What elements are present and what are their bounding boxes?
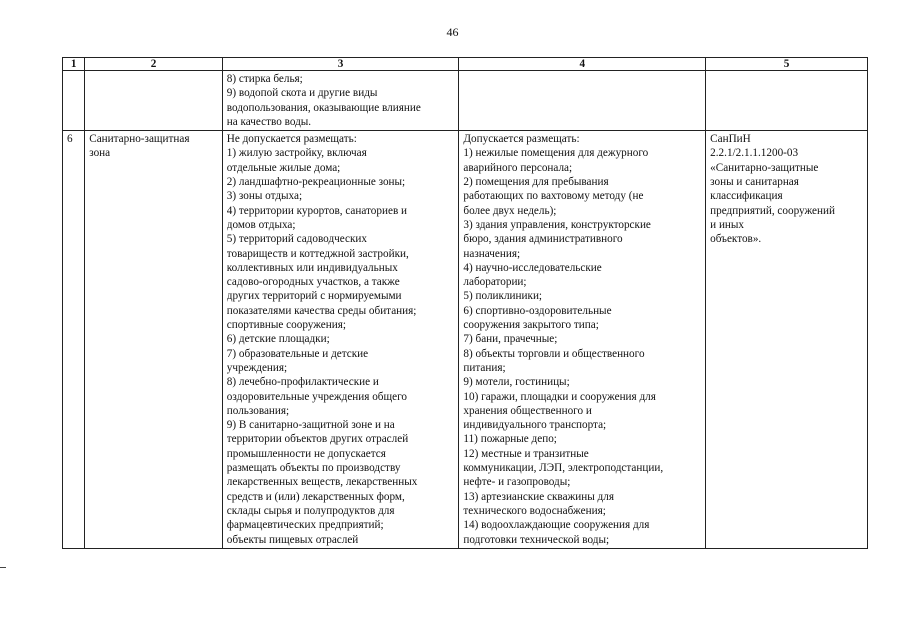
cell-text-line: более двух недель); [463,204,557,217]
table-row [63,71,868,131]
cell-text-line: 12) местные и транзитные [463,447,589,460]
cell-text-line: размещать объекты по производству [226,462,401,475]
cell-text-line: коммуникации, ЛЭП, электроподстанции, [463,462,664,475]
table-row [63,131,868,549]
cell-name [85,131,223,549]
cell-text-line: «Санитарно-защитные [710,161,819,174]
cell-col4 [459,71,706,131]
cell-text-line: средств и (или) лекарственных форм, [226,490,405,503]
cell-text-line: лекарственных веществ, лекарственных [226,476,418,489]
edge-mark [0,567,6,568]
cell-text-line: 8) лечебно-профилактические и [226,376,379,389]
cell-text-line: зона [89,147,111,160]
cell-col3 [222,71,459,131]
cell-text-line: зоны и санитарная [710,176,799,189]
cell-name [85,71,223,131]
cell-text-line: показателями качества среды обитания; [226,304,417,317]
table-body [63,71,868,549]
cell-text-line: 8) объекты торговли и общественного [463,347,645,360]
cell-text-line: бюро, здания административного [463,233,623,246]
cell-text-line: СанПиН [710,133,751,146]
cell-text-line: пользования; [226,404,290,417]
cell-text-line: нефте- и газопроводы; [463,476,571,489]
cell-text-line: 8) стирка белья; [226,73,303,85]
cell-text-line: домов отдыха; [226,218,296,231]
cell-text-line: склады сырья и полупродуктов для [226,504,395,517]
cell-text-line: 3) зоны отдыха; [226,190,303,203]
page-number: 46 [446,25,459,39]
cell-text-line: коллективных или индивидуальных [226,261,398,274]
cell-text-line: Не допускается размещать: [226,133,357,146]
cell-text-line: предприятий, сооружений [710,204,835,217]
cell-text-line: хранения общественного и [463,404,592,417]
cell-col3 [222,131,459,549]
cell-text-line: 9) В санитарно-защитной зоне и на [226,419,395,432]
cell-text-line: индивидуального транспорта; [463,419,607,432]
cell-text-line: промышленности не допускается [226,447,386,460]
cell-text-line: 9) водопой скота и другие виды [226,87,378,100]
cell-text-line: подготовки технической воды; [463,533,610,546]
cell-text-line: 14) водоохлаждающие сооружения для [463,519,650,532]
cell-text-line: водопользования, оказывающие влияние [226,101,421,114]
cell-text-line: товариществ и коттеджной застройки, [226,247,409,260]
cell-text-line: других территорий с нормируемыми [226,290,402,303]
cell-text-line: 6) детские площадки; [226,333,330,346]
cell-text-line: объектов». [710,233,762,246]
cell-text-line: объекты пищевых отраслей [226,533,359,546]
cell-text-line: питания; [463,361,506,374]
cell-col5 [706,71,868,131]
cell-text-line: территории объектов других отраслей [226,433,409,446]
cell-col4 [459,131,706,549]
cell-text-line: оздоровительные учреждения общего [226,390,407,403]
header-cell: 4 [459,58,706,71]
header-cell: 2 [85,58,223,71]
document-table [62,57,868,549]
cell-text-line: 2) ландшафтно-рекреационные зоны; [226,176,406,189]
cell-text-line: 2.2.1/2.1.1.1200-03 [710,147,799,160]
cell-text-line: назначения; [463,247,521,260]
table-header-row [63,58,868,71]
cell-text-line: фармацевтических предприятий; [226,519,384,532]
cell-text-line: 3) здания управления, конструкторские [463,218,651,231]
cell-text-line: Санитарно-защитная [89,133,190,146]
cell-text-line: 5) поликлиники; [463,290,543,303]
cell-text-line: 1) нежилые помещения для дежурного [463,147,649,160]
header-cell: 3 [222,58,459,71]
cell-text-line: 11) пожарные депо; [463,433,557,446]
cell-text-line: классификация [710,190,783,203]
cell-text-line: технического водоснабжения; [463,504,606,517]
cell-text-line: на качество воды. [226,115,312,128]
cell-text-line: аварийного персонала; [463,161,573,174]
cell-text-line: 2) помещения для пребывания [463,176,609,189]
cell-text-line: 1) жилую застройку, включая [226,147,367,160]
cell-text-line: 10) гаражи, площадки и сооружения для [463,390,656,403]
header-cell: 1 [63,58,85,71]
row-number-cell: 6 [63,131,85,549]
cell-text-line: лаборатории; [463,276,527,289]
cell-text-line: 13) артезианские скважины для [463,490,614,503]
cell-text-line: учреждения; [226,361,288,374]
cell-text-line: спортивные сооружения; [226,319,347,332]
cell-text-line: 5) территорий садоводческих [226,233,367,246]
cell-text-line: 6) спортивно-оздоровительные [463,304,612,317]
cell-text-line: 7) бани, прачечные; [463,333,558,346]
cell-text-line: сооружения закрытого типа; [463,319,599,332]
cell-text-line: садово-огородных участков, а также [226,276,400,289]
cell-text-line: Допускается размещать: [463,133,580,146]
header-cell: 5 [706,58,868,71]
cell-text-line: 4) территории курортов, санаториев и [226,204,408,217]
cell-text-line: 4) научно-исследовательские [463,261,602,274]
cell-text-line: работающих по вахтовому методу (не [463,190,644,203]
cell-text-line: 9) мотели, гостиницы; [463,376,570,389]
cell-text-line: отдельные жилые дома; [226,161,341,174]
row-number-cell [63,71,85,131]
cell-col5 [706,131,868,549]
cell-text-line: 7) образовательные и детские [226,347,369,360]
cell-text-line: и иных [710,218,745,231]
